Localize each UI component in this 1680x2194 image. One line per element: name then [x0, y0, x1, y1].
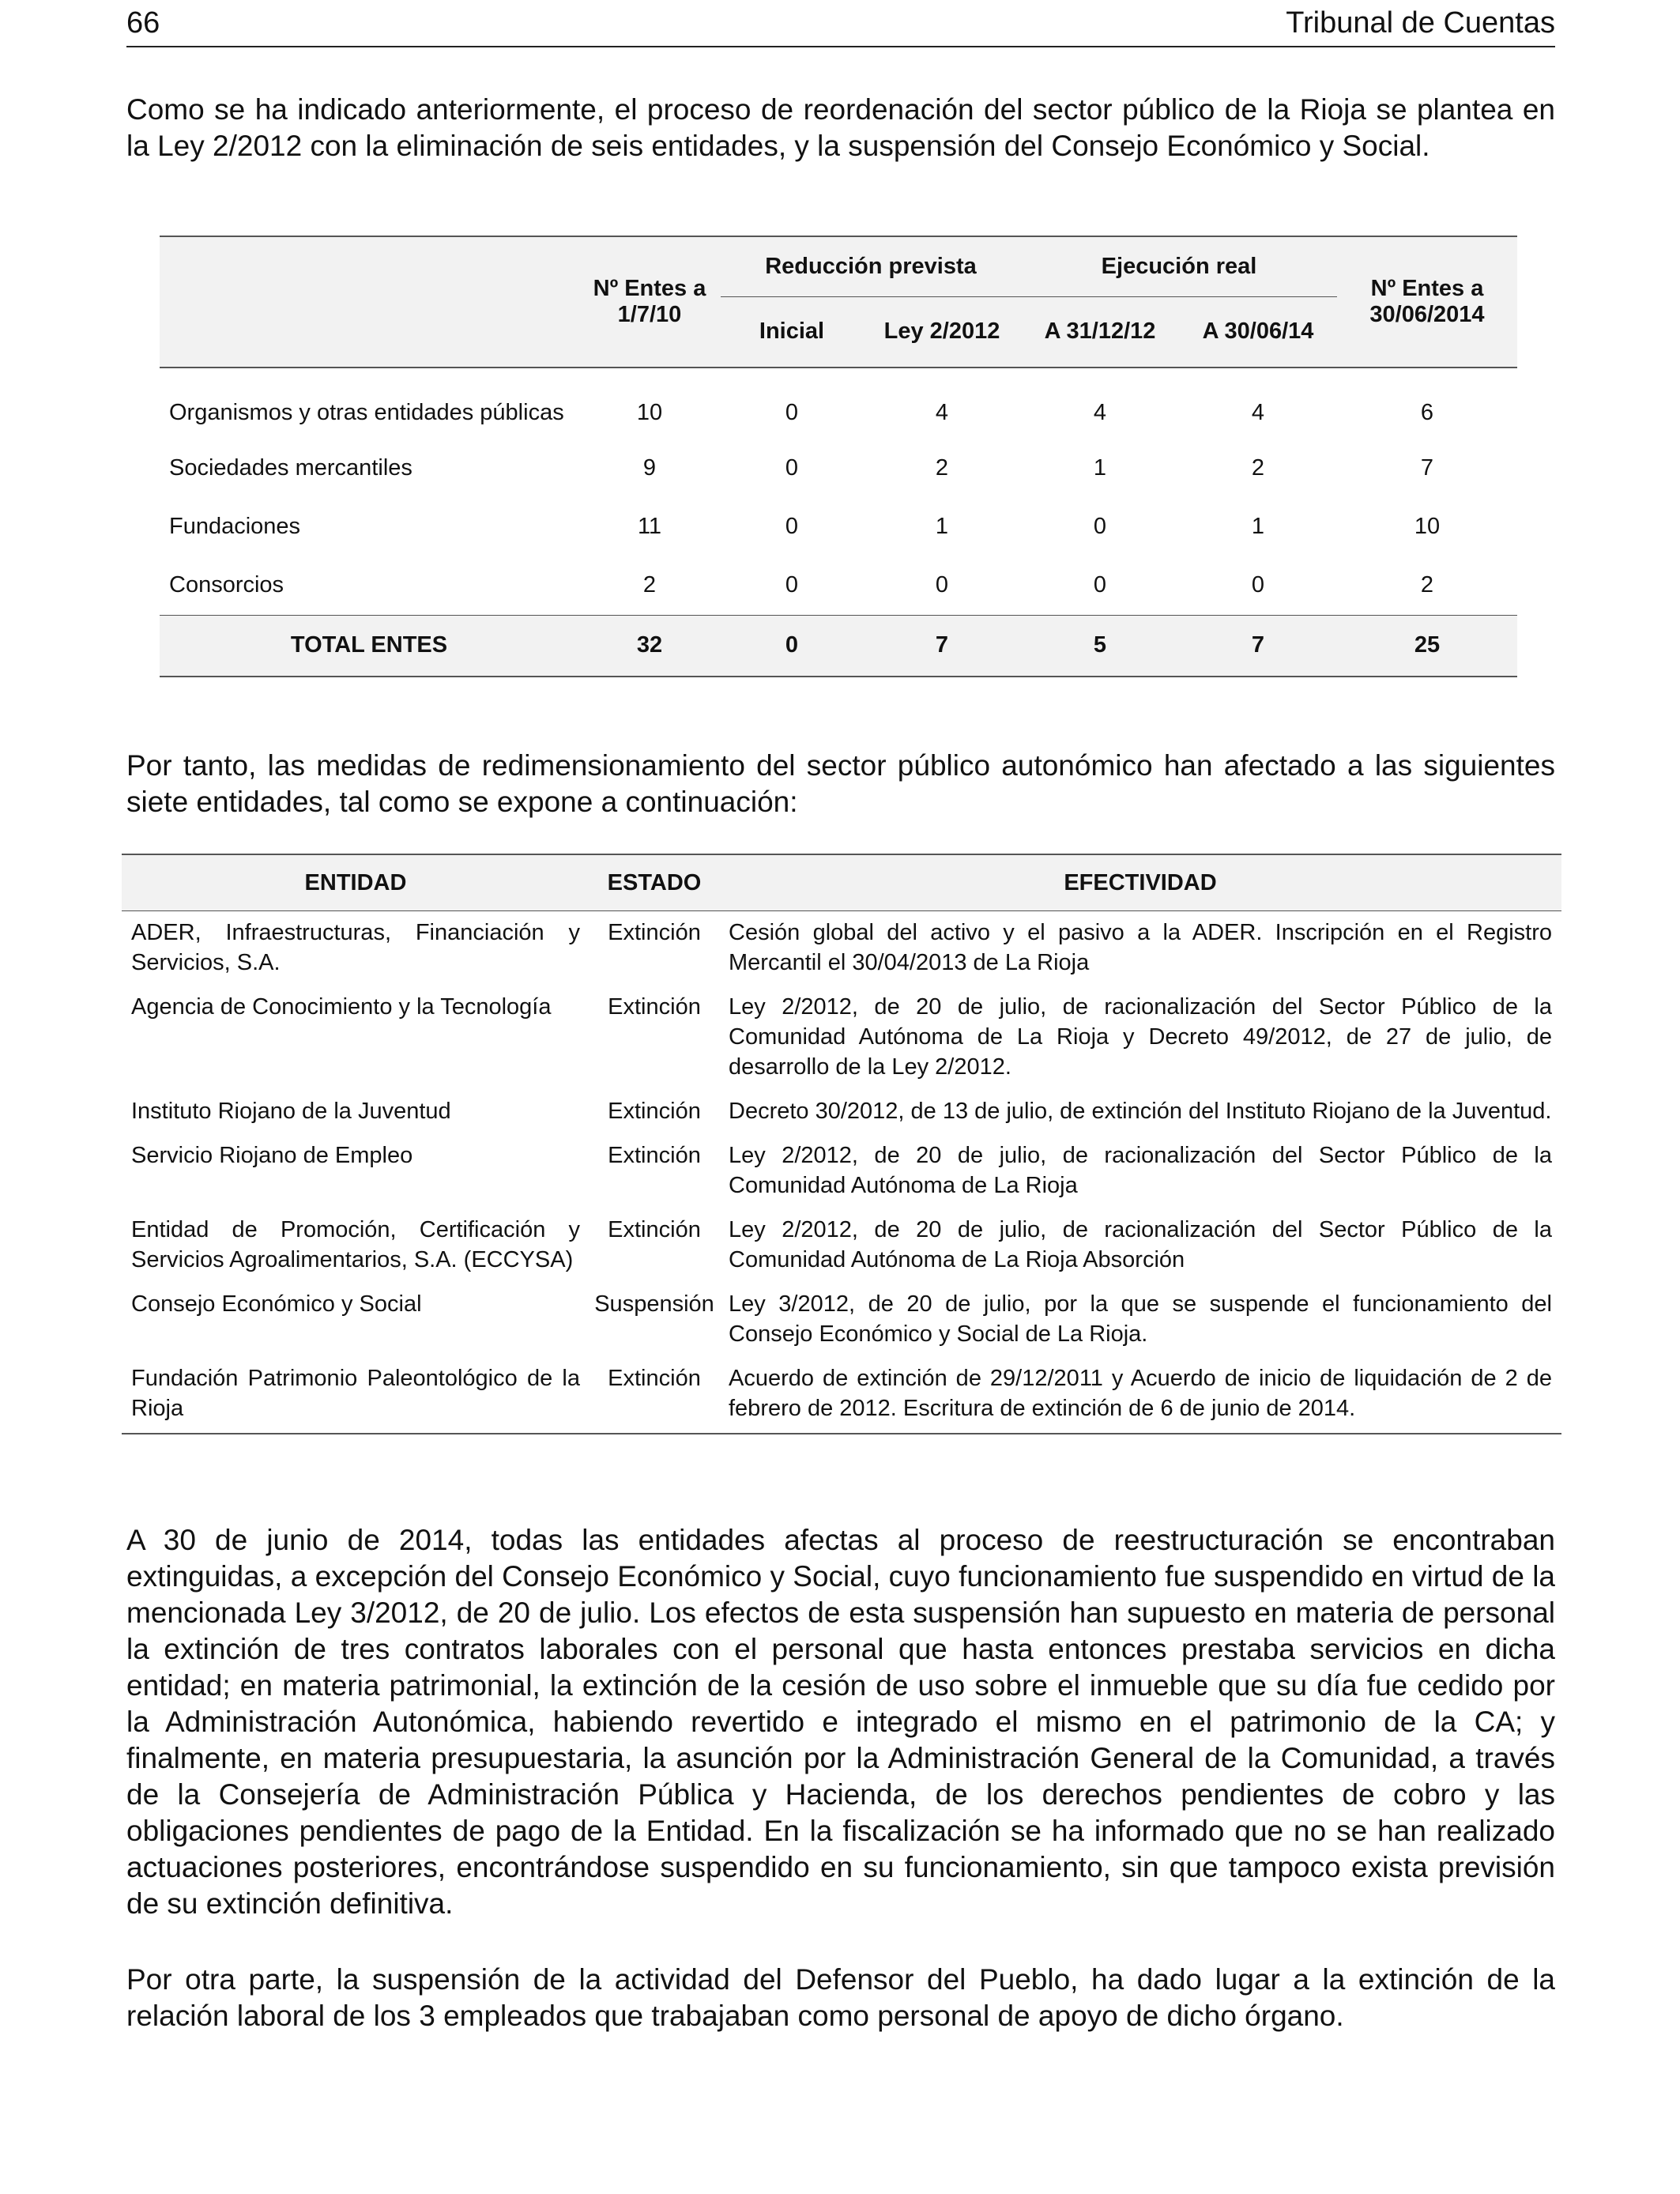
cell: 6	[1420, 400, 1434, 425]
header-estado: ESTADO	[590, 854, 719, 911]
entidad-cell: Agencia de Conocimiento y la Tecnología	[131, 994, 552, 1020]
estado-cell: Suspensión	[594, 1291, 714, 1317]
cell: 1	[1093, 455, 1107, 481]
cell: 1	[1251, 514, 1265, 539]
efectividad-cell: Acuerdo de extinción de 29/12/2011 y Acuerdo de inicio de liquidación de 2 de febrero de 2012. Escritura de extinción de 6 de junio de 2014.	[719, 1357, 1561, 1434]
header-ley: Ley 2/2012	[863, 296, 1021, 368]
entidad-cell: Entidad de Promoción, Certificación y Servicios Agroalimentarios, S.A. (ECCYSA)	[131, 1217, 580, 1272]
estado-cell: Extinción	[590, 1357, 719, 1434]
header-reduccion-prevista: Reducción prevista	[721, 236, 1021, 296]
header-inicial: Inicial	[721, 296, 863, 368]
cell: 2	[1420, 572, 1434, 598]
table-row	[122, 1208, 1561, 1283]
table-row	[122, 1283, 1561, 1357]
row-label: Sociedades mercantiles	[169, 455, 412, 481]
efectividad-cell: Cesión global del activo y el pasivo a la ADER. Inscripción en el Registro Mercantil el 30/04/2013 de La Rioja	[729, 920, 1552, 975]
header-a30: A 30/06/14	[1179, 296, 1337, 368]
estado-cell: Extinción	[608, 920, 701, 945]
table-row	[160, 368, 1517, 439]
page-number: 66	[126, 6, 160, 40]
row-label: Fundaciones	[169, 514, 301, 539]
table-row	[122, 1357, 1561, 1434]
total-label: TOTAL ENTES	[160, 615, 578, 677]
cell: 0	[935, 572, 949, 598]
estado-cell: Extinción	[608, 1217, 701, 1242]
table-row	[160, 439, 1517, 498]
total-cell: 7	[863, 615, 1021, 677]
cell: 7	[1420, 455, 1434, 481]
cell: 10	[636, 400, 663, 425]
cell: 4	[1093, 400, 1107, 425]
paragraph-entities: Por tanto, las medidas de redimensionamiento del sector público autonómico han afectado a las siguientes siete entidades, tal como se expone a continuación:	[126, 749, 1555, 818]
row-label: Organismos y otras entidades públicas	[169, 400, 564, 425]
estado-cell: Extinción	[608, 1099, 701, 1124]
cell: 2	[1251, 455, 1265, 481]
total-cell: 5	[1021, 615, 1179, 677]
entities-summary-table	[160, 236, 1517, 677]
paragraph-intro: Como se ha indicado anteriormente, el proceso de reordenación del sector público de la Rioja se plantea en la Ley 2/2012 con la eliminación de seis entidades, y la suspensión del Consejo Económico y Social.	[126, 93, 1555, 162]
header-entidad: ENTIDAD	[122, 854, 590, 911]
efectividad-cell: Ley 2/2012, de 20 de julio, de racionalización del Sector Público de la Comunidad Autónoma de La Rioja Absorción	[729, 1217, 1552, 1272]
table-row	[122, 911, 1561, 986]
table-row	[122, 1134, 1561, 1208]
header-empty	[160, 236, 578, 368]
cell: 2	[642, 572, 657, 598]
entidad-cell: Consejo Económico y Social	[131, 1291, 422, 1317]
cell: 0	[1093, 514, 1107, 539]
cell: 2	[935, 455, 949, 481]
entities-detail-table	[122, 854, 1561, 1434]
entidad-cell: Servicio Riojano de Empleo	[131, 1143, 413, 1168]
table-row	[160, 498, 1517, 556]
total-cell: 0	[721, 615, 863, 677]
efectividad-cell: Ley 2/2012, de 20 de julio, de racionalización del Sector Público de la Comunidad Autónoma de La Rioja	[729, 1143, 1552, 1198]
total-row	[160, 615, 1517, 677]
total-cell: 32	[578, 615, 721, 677]
header-entes-fin: Nº Entes a 30/06/2014	[1337, 236, 1517, 368]
cell: 0	[1251, 572, 1265, 598]
table-row	[160, 556, 1517, 616]
header-efectividad: EFECTIVIDAD	[719, 854, 1561, 911]
cell: 0	[785, 400, 799, 425]
entidad-cell: Fundación Patrimonio Paleontológico de la Rioja	[122, 1357, 590, 1434]
paragraph-defensor: Por otra parte, la suspensión de la actividad del Defensor del Pueblo, ha dado lugar a la extinción de la relación laboral de los 3 empleados que trabajaban como personal de apoyo de dicho órgano.	[126, 1963, 1555, 2032]
page-header	[126, 6, 1555, 47]
cell: 11	[637, 514, 662, 539]
row-label: Consorcios	[169, 572, 284, 598]
total-cell: 7	[1179, 615, 1337, 677]
estado-cell: Extinción	[608, 1143, 701, 1168]
efectividad-cell: Ley 2/2012, de 20 de julio, de racionalización del Sector Público de la Comunidad Autónoma de La Rioja y Decreto 49/2012, de 27 de julio, de desarrollo de la Ley 2/2012.	[729, 994, 1552, 1080]
cell: 1	[935, 514, 949, 539]
cell: 9	[642, 455, 657, 481]
cell: 0	[785, 455, 799, 481]
cell: 0	[785, 572, 799, 598]
header-a31: A 31/12/12	[1021, 296, 1179, 368]
table-row	[122, 986, 1561, 1090]
header-entes-inicio: Nº Entes a 1/7/10	[578, 236, 721, 368]
cell: 0	[1093, 572, 1107, 598]
entidad-cell: ADER, Infraestructuras, Financiación y Servicios, S.A.	[131, 920, 580, 975]
cell: 4	[1251, 400, 1265, 425]
cell: 0	[785, 514, 799, 539]
efectividad-cell: Decreto 30/2012, de 13 de julio, de extinción del Instituto Riojano de la Juventud.	[729, 1099, 1552, 1124]
cell: 4	[935, 400, 949, 425]
paragraph-situation: A 30 de junio de 2014, todas las entidades afectas al proceso de reestructuración se encontraban extinguidas, a excepción del Consejo Económico y Social, cuyo funcionamiento fue suspendido en virtud de la mencionada Ley 3/2012, de 20 de julio. Los efectos de esta suspensión han supuesto en materia de personal la extinción de tres contratos laborales con el personal que hasta entonces prestaba servicios en dicha entidad; en materia patrimonial, la extinción de la cesión de uso sobre el inmueble que su día fue cedido por la Administración Autonómica, habiendo revertido e integrado el mismo en el patrimonio de la CA; y finalmente, en materia presupuestaria, la asunción por la Administración General de la Comunidad, a través de la Consejería de Administración Pública y Hacienda, de los derechos pendientes de cobro y las obligaciones pendientes de pago de la Entidad. En la fiscalización se ha informado que no se han realizado actuaciones posteriores, encontrándose suspendido en su funcionamiento, sin que tampoco exista previsión de su extinción definitiva.	[126, 1524, 1555, 1920]
total-cell: 25	[1337, 615, 1517, 677]
entidad-cell: Instituto Riojano de la Juventud	[131, 1099, 451, 1124]
cell: 10	[1414, 514, 1441, 539]
estado-cell: Extinción	[608, 994, 701, 1020]
header-ejecucion-real: Ejecución real	[1021, 236, 1337, 296]
table-row	[122, 1090, 1561, 1134]
header-title: Tribunal de Cuentas	[1286, 6, 1555, 40]
efectividad-cell: Ley 3/2012, de 20 de julio, por la que se suspende el funcionamiento del Consejo Económico y Social de La Rioja.	[729, 1291, 1552, 1347]
